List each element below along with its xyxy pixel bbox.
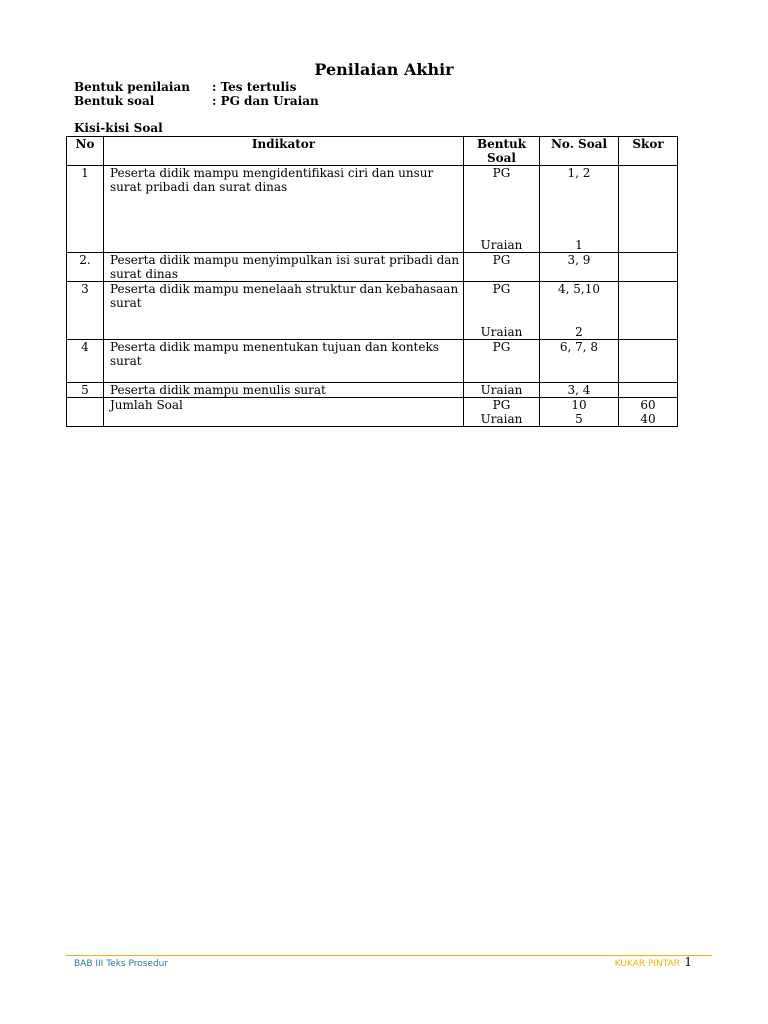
header-bentuk-soal: Bentuk Soal — [464, 137, 540, 166]
no-soal-uraian: 2 — [575, 325, 583, 339]
total-label: Jumlah Soal — [104, 398, 464, 427]
total-bentuk-uraian: Uraian — [480, 412, 523, 426]
no-soal-pg: 4, 5,10 — [558, 282, 600, 296]
bentuk-pg: PG — [492, 282, 511, 296]
table-header-row — [67, 137, 678, 166]
total-jumlah-pg: 10 — [571, 398, 587, 412]
header-no: No — [67, 137, 104, 166]
bentuk-pg: PG — [492, 166, 511, 180]
row-skor — [619, 383, 678, 398]
row-no: 5 — [67, 383, 104, 398]
row-bentuk-soal: Uraian — [464, 383, 540, 398]
row-bentuk-soal: PG — [464, 340, 540, 383]
row-bentuk-soal — [464, 166, 540, 253]
total-skor — [619, 398, 678, 427]
header-skor: Skor — [619, 137, 678, 166]
row-no-soal — [540, 166, 619, 253]
row-bentuk-soal: PG — [464, 253, 540, 282]
meta-value: : PG dan Uraian — [212, 94, 319, 108]
row-indikator: Peserta didik mampu menyimpulkan isi surat pribadi dan surat dinas — [104, 253, 464, 282]
row-skor — [619, 282, 678, 340]
row-skor — [619, 166, 678, 253]
meta-label: Bentuk penilaian — [74, 80, 190, 94]
row-no: 2. — [67, 253, 104, 282]
row-no: 1 — [67, 166, 104, 253]
no-soal-uraian: 1 — [575, 238, 583, 252]
header-indikator: Indikator — [104, 137, 464, 166]
table-row — [67, 166, 678, 253]
row-indikator: Peserta didik mampu menulis surat — [104, 383, 464, 398]
row-skor — [619, 340, 678, 383]
total-bentuk — [464, 398, 540, 427]
meta-bentuk-penilaian — [74, 80, 296, 95]
row-no: 4 — [67, 340, 104, 383]
meta-label: Bentuk soal — [74, 94, 155, 108]
footer-brand: KUKAR PINTAR — [614, 959, 680, 969]
bentuk-uraian: Uraian — [480, 238, 523, 252]
total-skor-uraian: 40 — [640, 412, 656, 426]
table-total-row — [67, 398, 678, 427]
meta-bentuk-soal — [74, 94, 319, 109]
bentuk-uraian: Uraian — [480, 325, 523, 339]
footer-divider — [66, 955, 712, 956]
row-bentuk-soal — [464, 282, 540, 340]
row-no-soal: 6, 7, 8 — [540, 340, 619, 383]
row-skor — [619, 253, 678, 282]
row-indikator: Peserta didik mampu menentukan tujuan dan konteks surat — [104, 340, 464, 383]
table-row — [67, 383, 678, 398]
row-indikator: Peserta didik mampu menelaah struktur dan kebahasaan surat — [104, 282, 464, 340]
no-soal-pg: 1, 2 — [567, 166, 591, 180]
page-number: 1 — [684, 955, 692, 969]
total-bentuk-pg: PG — [492, 398, 511, 412]
row-indikator: Peserta didik mampu mengidentifikasi ciri dan unsur surat pribadi dan surat dinas — [104, 166, 464, 253]
section-title: Kisi-kisi Soal — [74, 121, 163, 135]
total-jumlah-uraian: 5 — [575, 412, 583, 426]
page-title: Penilaian Akhir — [314, 60, 454, 79]
row-no-soal: 3, 4 — [540, 383, 619, 398]
total-no — [67, 398, 104, 427]
kisi-kisi-table — [66, 136, 678, 427]
row-no-soal — [540, 282, 619, 340]
footer-chapter: BAB III Teks Prosedur — [74, 959, 169, 969]
total-skor-pg: 60 — [640, 398, 656, 412]
header-no-soal: No. Soal — [540, 137, 619, 166]
row-no: 3 — [67, 282, 104, 340]
table-row — [67, 282, 678, 340]
row-no-soal: 3, 9 — [540, 253, 619, 282]
meta-value: : Tes tertulis — [212, 80, 297, 94]
total-jumlah — [540, 398, 619, 427]
table-row — [67, 253, 678, 282]
table-row — [67, 340, 678, 383]
